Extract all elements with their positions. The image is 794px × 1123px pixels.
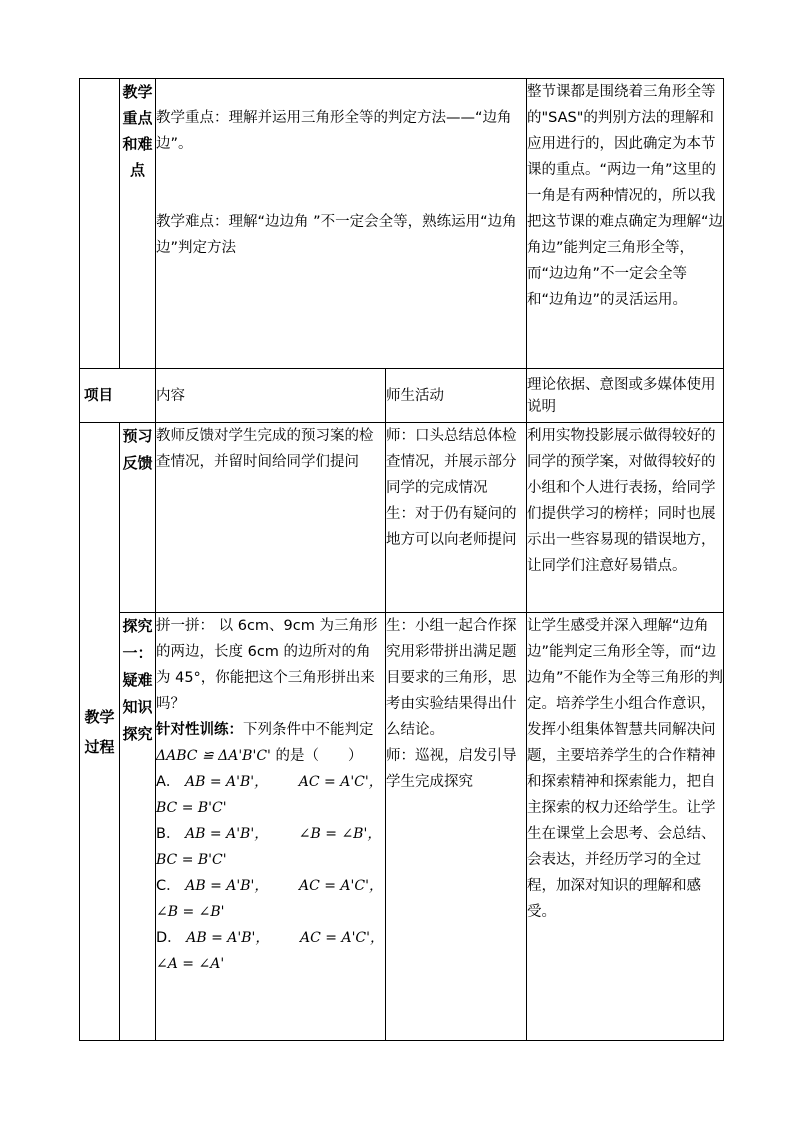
explore-basis: 让学生感受并深入理解“边角边”能判定三角形全等，而“边边角”不能作为全等三角形的判定。培养学生小组合作意识，发挥小组集体智慧共同解决问题，主要培养学生的合作精神和探索精神和探索能力，把自主探索的权力还给学生。让学生在课堂上会思考、会总结、会表达，并经历学习的全过程，加深对知识的理解和感受。 (527, 613, 724, 1041)
focus-rationale: 整节课都是围绕着三角形全等的"SAS"的判别方法的理解和应用进行的，因此确定为本节课的重点。“两边一角”这里的一角是有两种情况的，所以我把这节课的难点确定为理解“边角边”能判定三角形全等，而“边边角”不一定会全等和“边角边”的灵活运用。 (527, 79, 724, 369)
preview-content: 教师反馈对学生完成的预习案的检查情况，并留时间给同学们提问 (156, 423, 386, 613)
explore-activity (386, 613, 527, 1041)
option-condition: AC = A'C'， (298, 774, 383, 790)
option-a (156, 769, 385, 795)
option-condition: BC = B'C' (156, 852, 227, 868)
key-point-text: 教学重点：理解并运用三角形全等的判定方法——“边角边”。 (156, 110, 512, 152)
option-c (156, 873, 385, 899)
drill-text: 下列条件中不能判定 (243, 722, 374, 738)
option-condition: BC = B'C' (156, 800, 227, 816)
focus-label: 教学重点和难点 (120, 79, 156, 369)
preview-activity-student: 生：对于仍有疑问的地方可以向老师提问 (386, 506, 517, 548)
difficulty-text: 教学难点：理解“边边角 ”不一定会全等，熟练运用“边角边”判定方法 (156, 214, 517, 256)
option-condition: AC = A'C'， (300, 930, 384, 946)
option-condition: AB = A'B'， (186, 930, 270, 946)
header-content: 内容 (156, 369, 386, 423)
explore-row (80, 613, 724, 1041)
header-basis: 理论依据、意图或多媒体使用说明 (527, 369, 724, 423)
option-condition: ∠B = ∠B'， (298, 826, 382, 842)
preview-activity (386, 423, 527, 613)
explore-task: 拼一拼： 以 6cm、9cm 为三角形的两边，长度 6cm 的边所对的角为 45°，你能把这个三角形拼出来吗？ (156, 618, 378, 712)
header-row (80, 369, 724, 423)
drill-math: ΔABC ≌ ΔA'B'C' (156, 748, 271, 764)
option-condition: AB = A'B'， (185, 774, 269, 790)
option-condition: AB = A'B'， (185, 826, 269, 842)
explore-activity-teacher: 师：巡视，启发引导学生完成探究 (386, 748, 517, 790)
empty-cell (80, 79, 120, 369)
option-condition: ∠A = ∠A' (156, 956, 225, 972)
option-letter: C． (156, 878, 181, 894)
explore-activity-student: 生：小组一起合作探究用彩带拼出满足题目要求的三角形，思考由实验结果得出什么结论。 (386, 618, 517, 738)
option-condition: AC = A'C'， (298, 878, 383, 894)
explore-label: 探究一：疑难知识探究 (120, 613, 156, 1041)
drill-tail: 的是（ ） (275, 748, 363, 764)
header-activity: 师生活动 (386, 369, 527, 423)
option-letter: B． (156, 826, 181, 842)
drill-title: 针对性训练： (156, 722, 243, 738)
option-b (156, 821, 385, 847)
option-letter: D． (156, 930, 182, 946)
process-label: 教学过程 (80, 423, 120, 1041)
preview-activity-teacher: 师：口头总结总体检查情况，并展示部分同学的完成情况 (386, 428, 517, 496)
lesson-plan-table (79, 78, 724, 1041)
option-condition: AB = A'B'， (185, 878, 269, 894)
focus-content-cell (156, 79, 527, 369)
preview-label: 预习反馈 (120, 423, 156, 613)
preview-basis: 利用实物投影展示做得较好的同学的预学案，对做得较好的小组和个人进行表扬，给同学们提供学习的榜样；同时也展示出一些容易现的错误地方，让同学们注意好易错点。 (527, 423, 724, 613)
header-item: 项目 (80, 369, 156, 423)
focus-row (80, 79, 724, 369)
option-letter: A． (156, 774, 181, 790)
preview-row (80, 423, 724, 613)
option-d (156, 925, 385, 951)
drill-paragraph (156, 717, 385, 769)
option-condition: ∠B = ∠B' (156, 904, 225, 920)
explore-content (156, 613, 386, 1041)
